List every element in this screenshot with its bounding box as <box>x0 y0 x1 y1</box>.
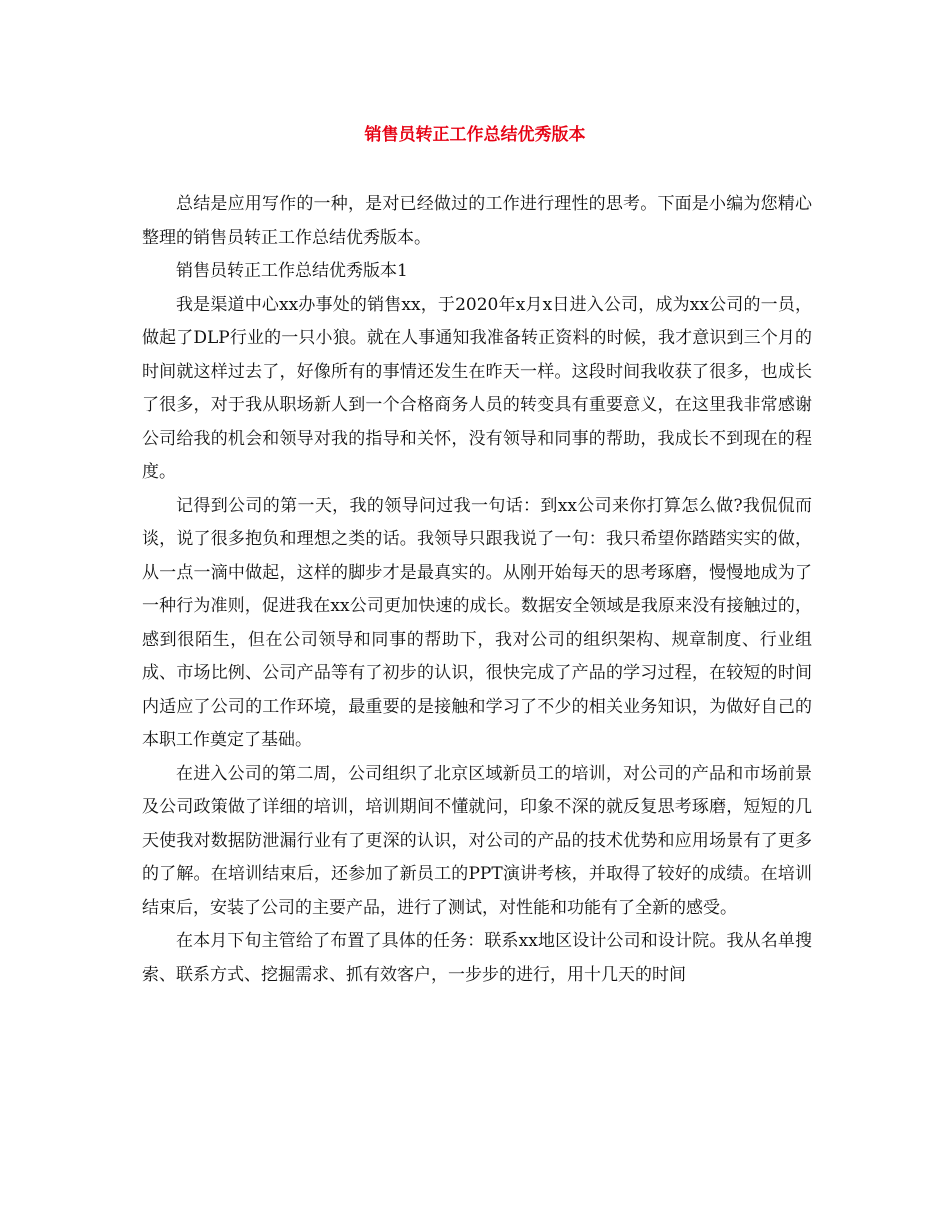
paragraph-intro: 总结是应用写作的一种，是对已经做过的工作进行理性的思考。下面是小编为您精心整理的销售员转正工作总结优秀版本。 <box>142 194 812 248</box>
paragraph: 记得到公司的第一天，我的领导问过我一句话：到xx公司来你打算怎么做?我侃侃而谈，说了很多抱负和理想之类的话。我领导只跟我说了一句：我只希望你踏踏实实的做，从一点一滴中做起，这样的脚步才是最真实的。从刚开始每天的思考琢磨，慢慢地成为了一种行为准则，促进我在xx公司更加快速的成长。数据安全领域是我原来没有接触过的，感到很陌生，但在公司领导和同事的帮助下，我对公司的组织架构、规章制度、行业组成、市场比例、公司产品等有了初步的认识，很快完成了产品的学习过程，在较短的时间内适应了公司的工作环境，最重要的是接触和学习了不少的相关业务知识，为做好自己的本职工作奠定了基础。 <box>142 495 812 750</box>
section-heading: 销售员转正工作总结优秀版本1 <box>176 261 408 281</box>
document-title: 销售员转正工作总结优秀版本 <box>364 125 586 145</box>
paragraph: 我是渠道中心xx办事处的销售xx，于2020年x月x日进入公司，成为xx公司的一员，做起了DLP行业的一只小狼。就在人事通知我准备转正资料的时候，我才意识到三个月的时间就这样过去了，好像所有的事情还发生在昨天一样。这段时间我收获了很多，也成长了很多，对于我从职场新人到一个合格商务人员的转变具有重要意义，在这里我非常感谢公司给我的机会和领导对我的指导和关怀，没有领导和同事的帮助，我成长不到现在的程度。 <box>142 294 812 482</box>
document-body <box>142 188 812 992</box>
paragraph: 在本月下旬主管给了布置了具体的任务：联系xx地区设计公司和设计院。我从名单搜索、联系方式、挖掘需求、抓有效客户，一步步的进行，用十几天的时间 <box>142 931 812 985</box>
paragraph: 在进入公司的第二周，公司组织了北京区域新员工的培训，对公司的产品和市场前景及公司政策做了详细的培训，培训期间不懂就问，印象不深的就反复思考琢磨，短短的几天使我对数据防泄漏行业有了更深的认识，对公司的产品的技术优势和应用场景有了更多的了解。在培训结束后，还参加了新员工的PPT演讲考核，并取得了较好的成绩。在培训结束后，安装了公司的主要产品，进行了测试，对性能和功能有了全新的感受。 <box>142 763 812 918</box>
